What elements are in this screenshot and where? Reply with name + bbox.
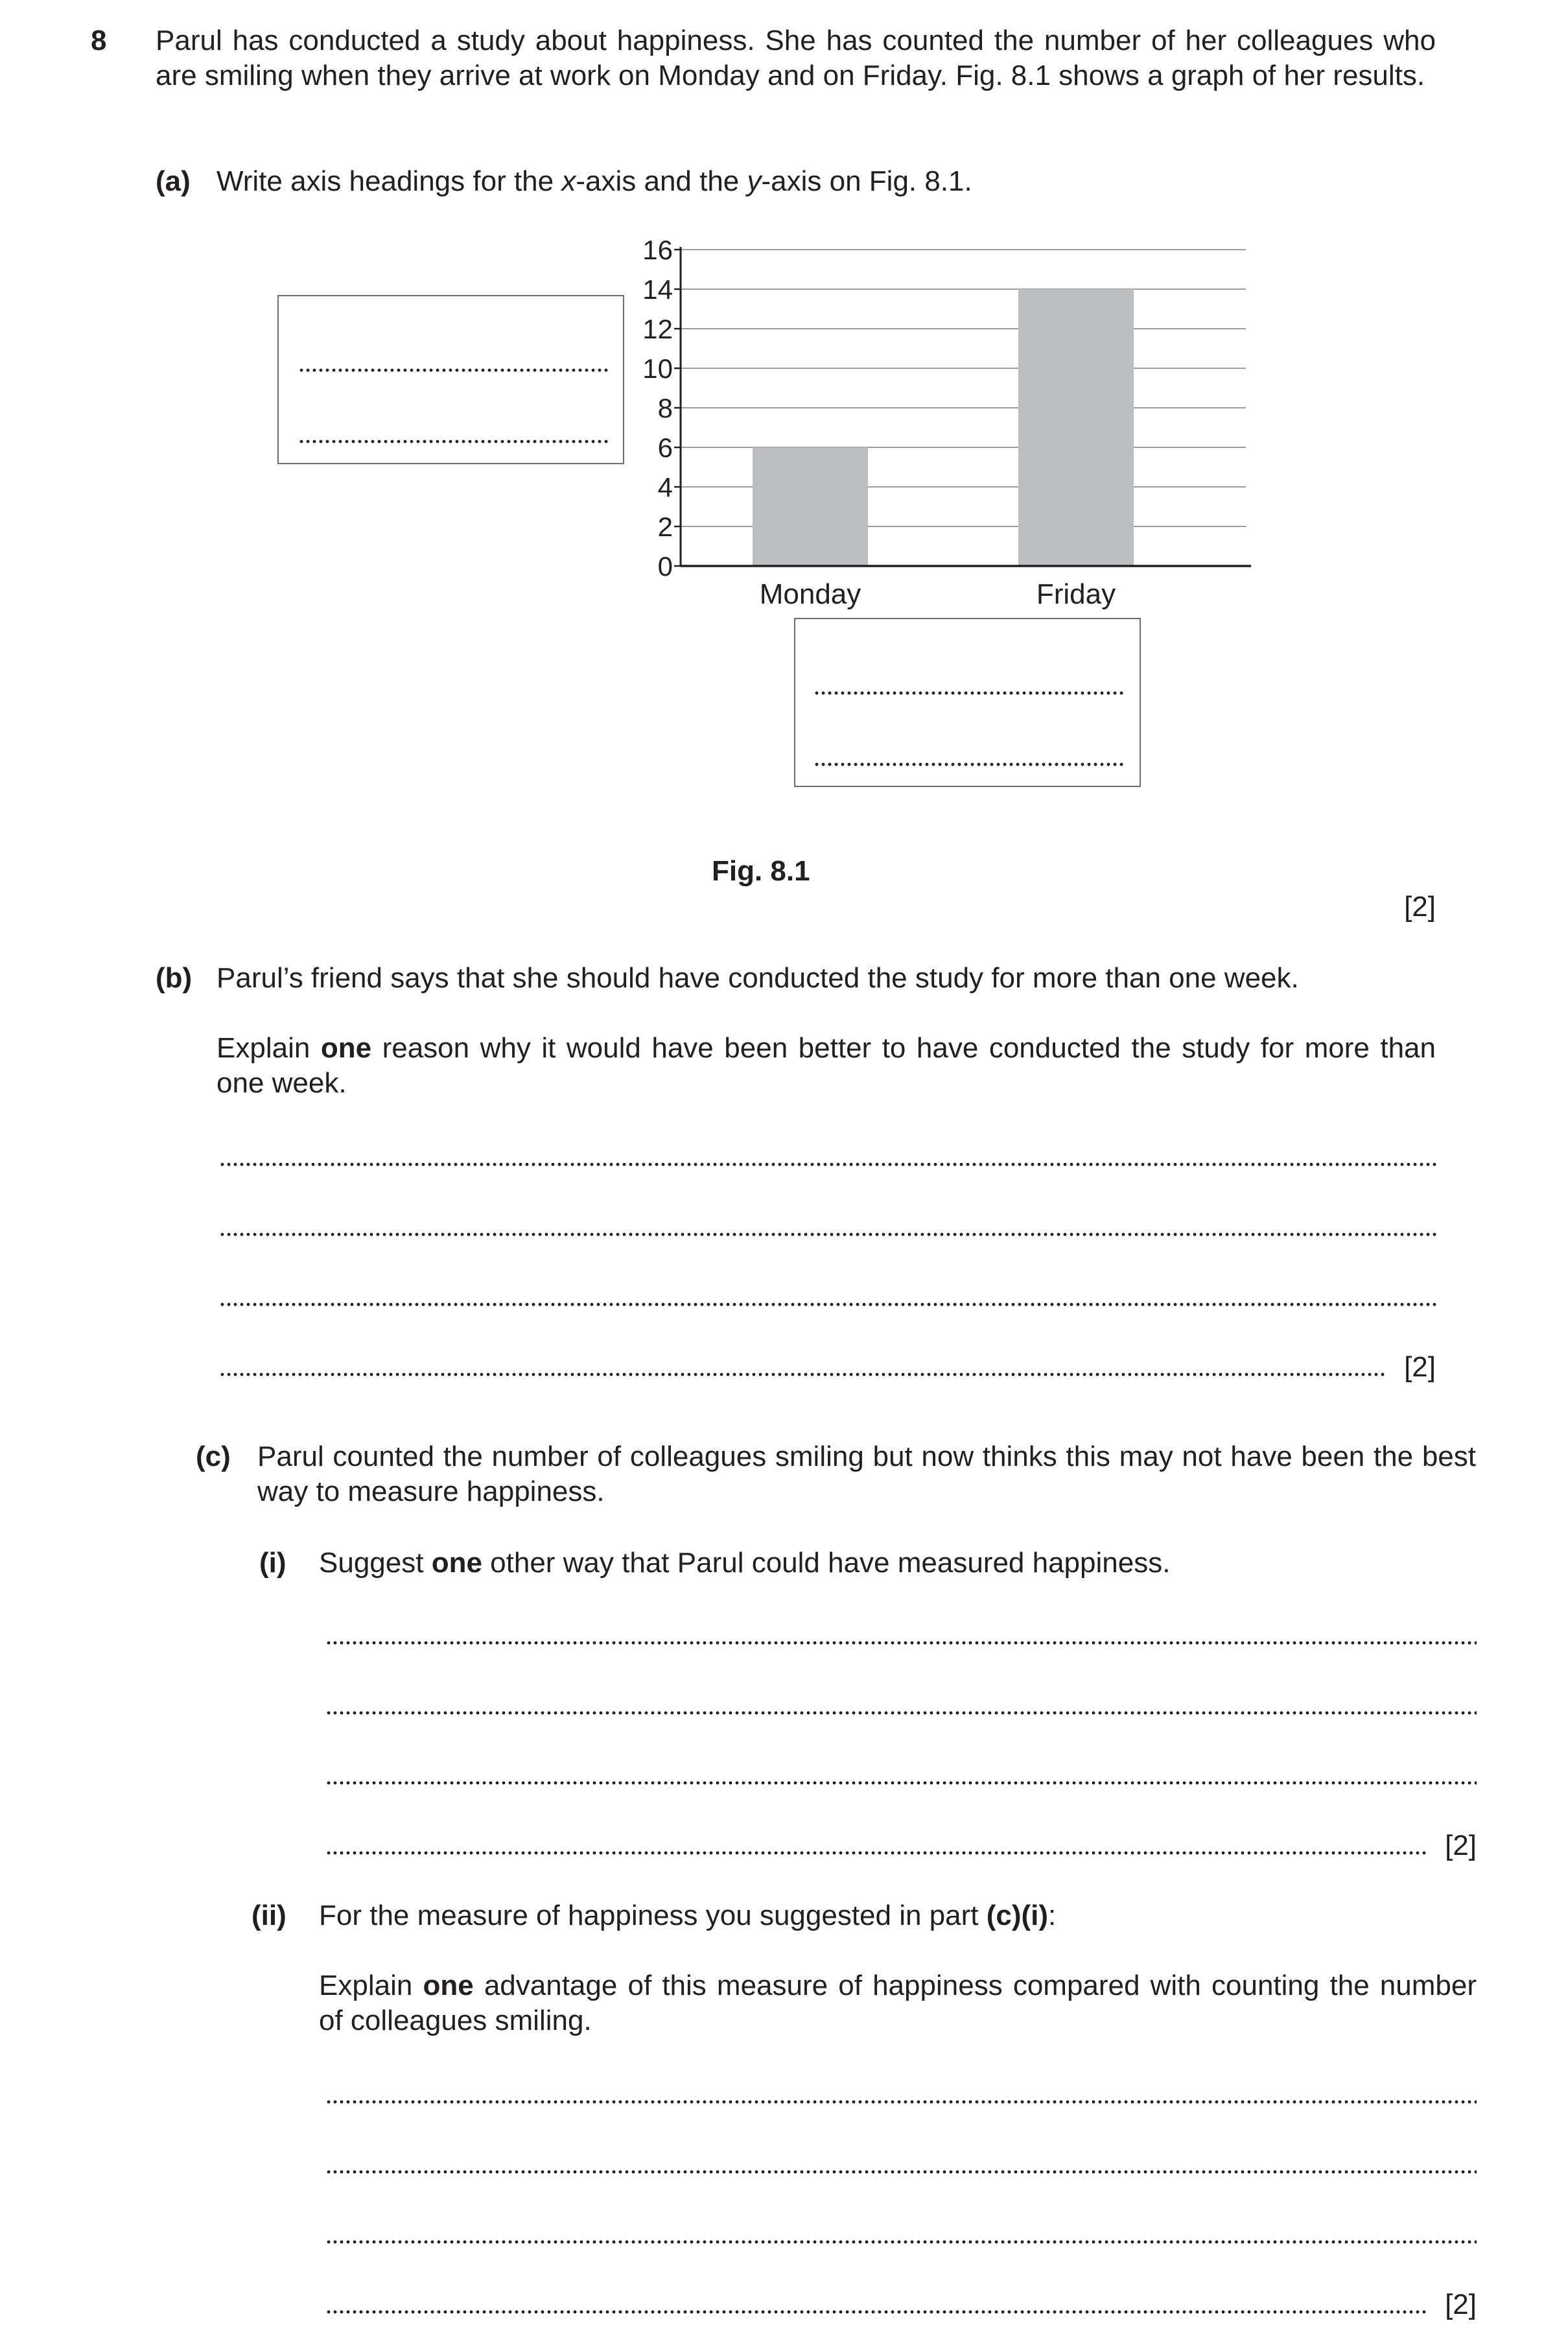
- part-c-ii-text: For the measure of happiness you suggested in part (c)(i):: [319, 1900, 1057, 1931]
- part-c-ii-explain: Explain one advantage of this measure of happiness compared with counting the number of colleagues smiling.: [319, 1970, 1477, 2036]
- y-tick-label: 14: [642, 274, 673, 305]
- part-b-label: (b): [156, 962, 193, 994]
- answer-line[interactable]: [219, 1301, 1436, 1308]
- marks-c-ii: [2]: [1445, 2289, 1477, 2320]
- answer-line[interactable]: [298, 366, 609, 374]
- answer-line[interactable]: [325, 2168, 1477, 2176]
- answer-line[interactable]: [298, 438, 609, 445]
- answer-line[interactable]: [219, 1161, 1436, 1168]
- y-tick-label: 12: [642, 314, 673, 344]
- answer-line[interactable]: [325, 2308, 1427, 2316]
- y-tick-label: 2: [657, 512, 673, 542]
- chart-category-labels: [760, 578, 1116, 610]
- y-tick-label: 10: [642, 353, 673, 384]
- y-tick-label: 8: [657, 393, 673, 423]
- answer-line[interactable]: [813, 760, 1125, 768]
- part-c-text: Parul counted the number of colleagues smiling but now thinks this may not have been the best way to measure happiness.: [257, 1441, 1476, 1507]
- figure-caption: Fig. 8.1: [712, 855, 810, 887]
- chart-bars: [753, 289, 1134, 566]
- answer-line[interactable]: [325, 1779, 1477, 1787]
- part-c-i-label: (i): [259, 1547, 287, 1579]
- answer-line[interactable]: [325, 1709, 1477, 1717]
- y-tick-label: 6: [657, 432, 673, 463]
- answer-line[interactable]: [325, 1849, 1427, 1857]
- y-axis-heading-box[interactable]: [277, 295, 624, 464]
- part-b-explain: Explain one reason why it would have been better to have conducted the study for more than one week.: [216, 1032, 1436, 1099]
- x-category-label: Monday: [759, 578, 861, 610]
- x-category-label: Friday: [1036, 578, 1116, 610]
- y-tick-label: 0: [657, 551, 673, 582]
- part-c-ii-label: (ii): [252, 1900, 287, 1931]
- y-tick-label: 4: [657, 472, 673, 502]
- y-tick-label: 16: [642, 235, 673, 265]
- chart-tick-labels: [642, 235, 673, 582]
- answer-line[interactable]: [813, 689, 1125, 697]
- bar-friday: [1018, 289, 1134, 566]
- question-intro: Parul has conducted a study about happiness. She has counted the number of her colleagues who are smiling when they arrive at work on Monday and on Friday. Fig. 8.1 shows a graph of her results.: [156, 25, 1436, 91]
- question-number: 8: [91, 25, 107, 56]
- part-b-text: Parul’s friend says that she should have conducted the study for more than one week.: [216, 962, 1299, 994]
- x-axis-heading-box[interactable]: [794, 618, 1141, 787]
- part-c-i-text: Suggest one other way that Parul could have measured happiness.: [319, 1547, 1171, 1579]
- answer-line[interactable]: [325, 1639, 1477, 1647]
- part-a-label: (a): [156, 165, 191, 197]
- marks-c-i: [2]: [1445, 1830, 1477, 1861]
- answer-line[interactable]: [219, 1231, 1436, 1238]
- marks-a: [2]: [1404, 891, 1436, 923]
- part-c-label: (c): [196, 1441, 231, 1472]
- part-a-instruction: Write axis headings for the x-axis and the y-axis on Fig. 8.1.: [216, 165, 972, 197]
- bar-monday: [753, 447, 868, 566]
- bar-chart: [616, 224, 1264, 613]
- answer-line[interactable]: [325, 2098, 1477, 2106]
- answer-line[interactable]: [325, 2238, 1477, 2246]
- marks-b: [2]: [1404, 1351, 1436, 1383]
- answer-line[interactable]: [219, 1371, 1387, 1378]
